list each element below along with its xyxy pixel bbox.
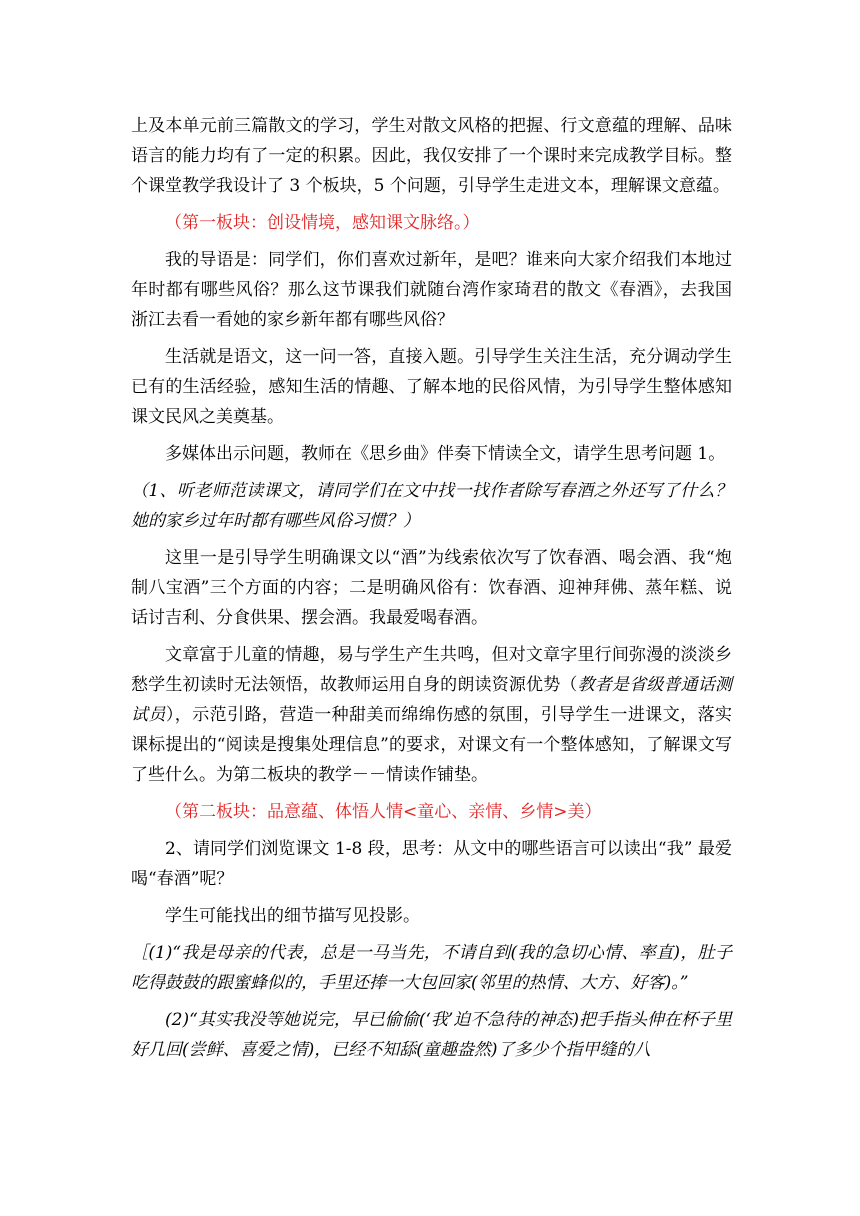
paragraph-clue-wine: 这里一是引导学生明确课文以“酒”为线索依次写了饮春酒、喝会酒、我“炮制八宝酒”三个方面的内容；二是明确风俗有：饮春酒、迎神拜佛、蒸年糕、说话讨吉利、分食供果、摆会酒。我最爱喝春酒。 (131, 548, 732, 628)
paragraph-lead-in: 我的导语是：同学们，你们喜欢过新年，是吧？谁来向大家介绍我们本地过年时都有哪些风俗？那么这节课我们就随台湾作家琦君的散文《春酒》，去我国浙江去看一看她的家乡新年都有哪些风俗？ (131, 250, 732, 330)
section-heading-second-block: （第二板块：品意蕴、体悟人情<童心、亲情、乡情>美） (165, 802, 602, 822)
document-body (131, 111, 732, 1072)
paragraph-life-is-chinese: 生活就是语文，这一问一答，直接入题。引导学生关注生活，充分调动学生已有的生活经验，感知生活的情趣、了解本地的民俗风情，为引导学生整体感知课文民风之美奠基。 (131, 347, 732, 427)
paragraph-childlike-interest (131, 640, 732, 790)
quote-example-two: (2)“其实我没等她说完，早已偷偷(‘我’迫不急待的神态)把手指头伸在杯子里好几回(尝鲜、喜爱之情)，已经不知舔(童趣盎然)了多少个指甲缝的八 (131, 1010, 732, 1060)
paragraph-childlike-interest-part1: 文章富于儿童的情趣，易与学生产生共鸣，但对文章字里行间弥漫的淡淡乡愁学生初读时无法领悟，故教师运用自身的朗读资源优势（ (131, 645, 732, 695)
question-two: 2、请同学们浏览课文 1-8 段，思考：从文中的哪些语言可以读出“我” 最爱喝“春酒”呢？ (131, 839, 732, 889)
quote-example-one: ［(1)“我是母亲的代表，总是一马当先，不请自到(我的急切心情、率直)，肚子吃得鼓鼓的跟蜜蜂似的，手里还捧一大包回家(邻里的热情、大方、好客)。” (131, 943, 732, 993)
teacher-credential-note: 教者是省级普通话测试员 (131, 675, 733, 725)
paragraph-intro-continued: 上及本单元前三篇散文的学习，学生对散文风格的把握、行文意蕴的理解、品味语言的能力均有了一定的积累。因此，我仅安排了一个课时来完成教学目标。整个课堂教学我设计了 3 个板块，5 个问题，引导学生走进文本，理解课文意蕴。 (131, 116, 732, 196)
paragraph-multimedia-question: 多媒体出示问题，教师在《思乡曲》伴奏下情读全文，请学生思考问题 1。 (165, 444, 726, 464)
question-one: （1、听老师范读课文，请同学们在文中找一找作者除写春酒之外还写了什么？她的家乡过年时都有哪些风俗习惯？） (131, 481, 732, 531)
paragraph-childlike-interest-part2: ），示范引路，营造一种甜美而绵绵伤感的氛围，引导学生一进课文，落实课标提出的“阅读是搜集处理信息”的要求，对课文有一个整体感知，了解课文写了些什么。为第二板块的教学－－情读作铺垫。 (131, 705, 733, 785)
paragraph-projection-note: 学生可能找出的细节描写见投影。 (165, 906, 420, 926)
section-heading-first-block: （第一板块：创设情境，感知课文脉络。） (165, 213, 480, 233)
